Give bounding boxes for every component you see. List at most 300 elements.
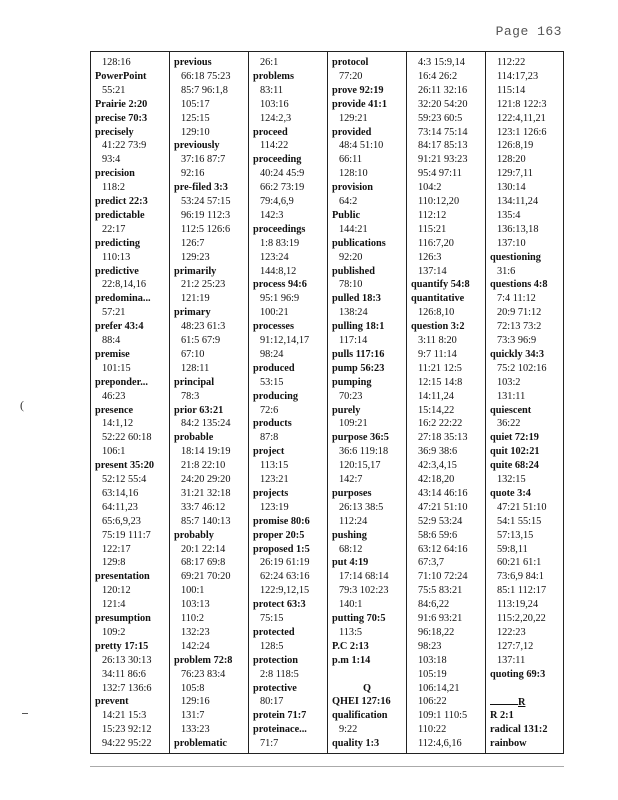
index-references: 63:12 64:16 (418, 543, 468, 555)
index-references: 26:11 32:16 (418, 84, 468, 96)
index-references: 9:22 (339, 724, 358, 736)
index-references: 85:1 112:17 (497, 585, 547, 597)
index-headword: quickly 34:3 (490, 348, 545, 360)
index-references: 109:21 (339, 418, 368, 430)
index-references: 53:24 57:15 (181, 196, 231, 207)
index-headword: qualification (332, 710, 388, 722)
index-headword: protected (253, 626, 295, 638)
index-references: 71:10 72:24 (418, 571, 468, 583)
index-references: 59:23 60:5 (418, 112, 463, 124)
index-headword: putting 70:5 (332, 613, 386, 624)
index-references: 122:4,11,21 (497, 112, 546, 124)
index-references: 122:23 (497, 626, 526, 638)
index-headword: proceed (253, 126, 288, 138)
index-references: 100:1 (181, 585, 205, 597)
index-headword: process 94:6 (253, 279, 307, 291)
index-references: 68:12 (339, 543, 363, 555)
index-headword: projects (253, 487, 289, 499)
index-references: 100:21 (260, 307, 289, 319)
index-references: 112:24 (339, 515, 368, 527)
index-headword: pre-filed 3:3 (174, 182, 228, 194)
index-references: 26:13 30:13 (102, 654, 152, 666)
index-references: 129:10 (181, 126, 210, 138)
index-references: 67:3,7 (418, 557, 445, 569)
index-references: 4:3 15:9,14 (418, 57, 465, 68)
index-column-6 (486, 52, 565, 753)
index-headword: protocol (332, 57, 369, 68)
index-references: 123:21 (260, 474, 289, 485)
index-references: 53:15 (260, 376, 284, 388)
index-headword: protect 63:3 (253, 599, 306, 611)
index-references: 115:2,20,22 (497, 613, 546, 624)
index-references: 91:6 93:21 (418, 613, 463, 624)
index-references: 121:8 122:3 (497, 98, 547, 110)
index-references: 80:17 (260, 696, 284, 708)
index-headword: primarily (174, 265, 217, 277)
index-references: 93:4 (102, 154, 121, 166)
index-headword: quantitative (411, 293, 465, 305)
index-column-1 (91, 52, 170, 753)
index-letter-r: R (518, 697, 526, 709)
index-references: 118:2 (102, 182, 126, 194)
index-references: 83:11 (260, 84, 284, 96)
index-references: 18:14 19:19 (181, 446, 231, 458)
index-references: 124:2,3 (260, 112, 292, 124)
index-references: 131:11 (497, 390, 526, 402)
index-references: 137:11 (497, 654, 526, 666)
index-references: 40:24 45:9 (260, 168, 305, 180)
index-references: 144:8,12 (260, 265, 297, 277)
index-references: 94:22 95:22 (102, 738, 152, 750)
index-headword: provided (332, 126, 372, 138)
index-references: 103:16 (260, 98, 289, 110)
index-headword: presentation (95, 571, 150, 583)
index-references: 42:3,4,15 (418, 460, 457, 472)
index-references: 123:24 (260, 251, 289, 263)
index-references: 106:14,21 (418, 682, 460, 694)
index-references: 110:12,20 (418, 196, 460, 207)
index-references: 47:21 51:10 (418, 501, 468, 513)
index-column-2 (170, 52, 249, 753)
index-references: 115:14 (497, 84, 526, 96)
index-headword: problem 72:8 (174, 654, 233, 666)
index-references: 105:19 (418, 668, 447, 680)
index-headword: presence (95, 404, 134, 416)
index-references: 73:6,9 84:1 (497, 571, 544, 583)
index-headword: protective (253, 682, 297, 694)
index-references: 98:24 (260, 348, 284, 360)
index-headword: pump 56:23 (332, 362, 385, 374)
index-headword: present 35:20 (95, 460, 155, 472)
index-references: 114:17,23 (497, 70, 539, 82)
index-references: 131:7 (181, 710, 205, 722)
index-references: 140:1 (339, 599, 363, 611)
index-references: 92:20 (339, 251, 363, 263)
index-references: 66:18 75:23 (181, 70, 231, 82)
index-references: 62:24 63:16 (260, 571, 310, 583)
index-references: 1:8 83:19 (260, 237, 300, 249)
index-references: 33:7 46:12 (181, 501, 226, 513)
index-references: 135:4 (497, 209, 521, 221)
index-headword: questions 4:8 (490, 279, 548, 291)
index-headword: provision (332, 182, 374, 194)
index-headword: precision (95, 168, 135, 180)
index-headword: purposes (332, 487, 372, 499)
index-headword: quiet 72:19 (490, 432, 539, 444)
index-references: 36:6 119:18 (339, 446, 389, 458)
index-references: 112:5 126:6 (181, 223, 231, 235)
index-references: 115:21 (418, 223, 447, 235)
index-references: 105:17 (181, 98, 210, 110)
index-references: 85:7 140:13 (181, 515, 231, 527)
index-references: 47:21 51:10 (497, 501, 547, 513)
index-references: 104:2 (418, 182, 442, 194)
index-headword: quoting 69:3 (490, 668, 546, 680)
index-headword: quote 3:4 (490, 487, 531, 499)
index-references: 129:8 (102, 557, 126, 569)
index-headword: predict 22:3 (95, 196, 148, 207)
index-references: 52:22 60:18 (102, 432, 152, 444)
letter-underline (490, 695, 518, 705)
index-references: 52:12 55:4 (102, 474, 147, 485)
index-letter-heading (486, 695, 565, 709)
index-references: 121:19 (181, 293, 210, 305)
index-references: 132:23 (181, 626, 210, 638)
index-references: 113:19,24 (497, 599, 539, 611)
index-references: 21:2 25:23 (181, 279, 226, 291)
index-headword: premise (95, 348, 130, 360)
index-references: 26:19 61:19 (260, 557, 310, 569)
index-headword: pulling 18:1 (332, 321, 385, 333)
index-references: 142:24 (181, 640, 210, 652)
index-headword: published (332, 265, 375, 277)
index-references: 132:7 136:6 (102, 682, 152, 694)
index-references: 110:2 (181, 613, 205, 624)
index-references: 116:7,20 (418, 237, 454, 249)
index-references: 54:1 55:15 (497, 515, 542, 527)
index-headword: pretty 17:15 (95, 640, 149, 652)
index-references: 27:18 35:13 (418, 432, 468, 444)
index-references: 98:23 (418, 640, 442, 652)
index-headword: R 2:1 (490, 710, 514, 722)
index-references: 137:14 (418, 265, 447, 277)
index-references: 36:22 (497, 418, 521, 430)
index-references: 26:13 38:5 (339, 501, 384, 513)
index-references: 57:21 (102, 307, 126, 319)
index-headword: prior 63:21 (174, 404, 224, 416)
index-references: 78:10 (339, 279, 363, 291)
index-headword: purely (332, 404, 361, 416)
index-references: 144:21 (339, 223, 368, 235)
index-references: 24:20 29:20 (181, 474, 231, 485)
index-letter-heading: Q (362, 682, 371, 694)
index-references: 17:14 68:14 (339, 571, 389, 583)
index-references: 95:1 96:9 (260, 293, 300, 305)
index-references: 52:9 53:24 (418, 515, 463, 527)
index-headword: predomina... (95, 293, 151, 305)
index-references: 21:8 22:10 (181, 460, 226, 472)
index-references: 126:8,10 (418, 307, 455, 319)
index-references: 92:16 (181, 168, 205, 180)
index-headword: quiescent (490, 404, 532, 416)
index-references: 15:14,22 (418, 404, 455, 416)
index-references: 78:3 (181, 390, 200, 402)
index-references: 66:2 73:19 (260, 182, 305, 194)
index-headword: probable (174, 432, 214, 444)
index-references: 14:21 15:3 (102, 710, 147, 722)
index-references: 75:15 (260, 613, 284, 624)
index-references: 72:13 73:2 (497, 321, 542, 333)
index-headword: purpose 36:5 (332, 432, 389, 444)
footer-rule (90, 766, 564, 767)
index-references: 112:12 (418, 209, 447, 221)
index-references: 128:10 (339, 168, 368, 180)
index-references: 32:20 54:20 (418, 98, 468, 110)
index-headword: predicting (95, 237, 141, 249)
index-references: 55:21 (102, 84, 126, 96)
index-headword: put 4:19 (332, 557, 369, 569)
index-references: 126:8,19 (497, 140, 534, 152)
index-references: 60:21 61:1 (497, 557, 542, 569)
index-references: 106:22 (418, 696, 447, 708)
index-references: 11:21 12:5 (418, 362, 462, 374)
index-references: 48:23 61:3 (181, 321, 226, 333)
index-references: 84:17 85:13 (418, 140, 468, 152)
margin-tick (22, 713, 28, 714)
index-references: 129:23 (181, 251, 210, 263)
index-references: 136:13,18 (497, 223, 539, 235)
index-references: 12:15 14:8 (418, 376, 463, 388)
index-headword: presumption (95, 613, 151, 624)
index-headword: predictive (95, 265, 139, 277)
index-references: 103:13 (181, 599, 210, 611)
index-headword: promise 80:6 (253, 515, 310, 527)
index-references: 87:8 (260, 432, 279, 444)
index-headword: p.m 1:14 (332, 654, 371, 666)
index-headword: protein 71:7 (253, 710, 307, 722)
index-references: 129:16 (181, 696, 210, 708)
index-headword: pulls 117:16 (332, 348, 385, 360)
index-references: 134:11,24 (497, 196, 539, 207)
index-headword: PowerPoint (95, 70, 147, 82)
index-headword: previously (174, 140, 220, 152)
index-column-5 (407, 52, 486, 753)
index-references: 138:24 (339, 307, 368, 319)
index-references: 15:23 92:12 (102, 724, 152, 736)
index-headword: provide 41:1 (332, 98, 388, 110)
index-headword: prove 92:19 (332, 84, 384, 96)
index-headword: pumping (332, 376, 372, 388)
index-references: 73:3 96:9 (497, 335, 537, 346)
index-references (328, 668, 406, 682)
index-references: 101:15 (102, 362, 131, 374)
index-references: 112:4,6,16 (418, 738, 462, 750)
index-references: 88:4 (102, 335, 121, 346)
index-references: 95:4 97:11 (418, 168, 462, 180)
index-references: 70:23 (339, 390, 363, 402)
index-headword: precisely (95, 126, 134, 138)
index-headword: publications (332, 237, 386, 249)
index-headword: probably (174, 529, 214, 541)
index-headword: Prairie 2:20 (95, 98, 148, 110)
index-headword: problematic (174, 738, 228, 750)
index-references: 68:17 69:8 (181, 557, 226, 569)
index-references: 61:5 67:9 (181, 335, 221, 346)
index-headword: precise 70:3 (95, 112, 148, 124)
index-references: 129:21 (339, 112, 368, 124)
index-references: 22:17 (102, 223, 126, 235)
index-references: 105:8 (181, 682, 205, 694)
index-references: 121:4 (102, 599, 126, 611)
index-headword: pushing (332, 529, 367, 541)
index-headword: products (253, 418, 292, 430)
index-references: 3:11 8:20 (418, 335, 457, 346)
index-headword: processes (253, 321, 294, 333)
index-references: 63:14,16 (102, 487, 139, 499)
index-references (486, 682, 565, 696)
index-references: 64:2 (339, 196, 358, 207)
page-number: Page 163 (495, 24, 562, 39)
index-references: 2:8 118:5 (260, 668, 299, 680)
index-headword: quality 1:3 (332, 738, 380, 750)
index-references: 72:6 (260, 404, 279, 416)
index-references: 129:7,11 (497, 168, 533, 180)
index-references: 79:4,6,9 (260, 196, 294, 207)
index-references: 71:7 (260, 738, 279, 750)
index-references: 14:1,12 (102, 418, 134, 430)
index-references: 73:14 75:14 (418, 126, 468, 138)
index-references: 126:3 (418, 251, 442, 263)
index-references: 91:12,14,17 (260, 335, 310, 346)
index-references: 20:9 71:12 (497, 307, 542, 319)
index-headword: principal (174, 376, 215, 388)
index-references: 75:2 102:16 (497, 362, 547, 374)
index-references: 125:15 (181, 112, 210, 124)
index-headword: proceedings (253, 223, 306, 235)
index-references: 20:1 22:14 (181, 543, 226, 555)
index-references: 112:22 (497, 57, 526, 68)
index-headword: predictable (95, 209, 145, 221)
index-references: 142:7 (339, 474, 363, 485)
index-headword: proper 20:5 (253, 529, 305, 541)
index-references: 103:2 (497, 376, 521, 388)
index-headword: pulled 18:3 (332, 293, 381, 305)
index-headword: question 3:2 (411, 321, 465, 333)
index-references: 34:11 86:6 (102, 668, 146, 680)
index-headword: QHEI 127:16 (332, 696, 391, 708)
index-headword: primary (174, 307, 211, 319)
index-references: 59:8,11 (497, 543, 528, 555)
index-references: 84:6,22 (418, 599, 450, 611)
index-references: 132:15 (497, 474, 526, 485)
index-references: 67:10 (181, 348, 205, 360)
index-headword: quite 68:24 (490, 460, 539, 472)
index-references: 110:13 (102, 251, 131, 263)
index-references: 128:20 (497, 154, 526, 166)
index-references: 123:19 (260, 501, 289, 513)
index-references: 76:23 83:4 (181, 668, 226, 680)
index-references: 14:11,24 (418, 390, 454, 402)
index-references: 113:15 (260, 460, 289, 472)
index-references: 96:19 112:3 (181, 209, 231, 221)
index-references: 120:12 (102, 585, 131, 597)
index-references: 43:14 46:16 (418, 487, 468, 499)
index-headword: questioning (490, 251, 541, 263)
index-headword: proposed 1:5 (253, 543, 310, 555)
index-references: 110:22 (418, 724, 447, 736)
index-references: 133:23 (181, 724, 210, 736)
index-references: 16:4 26:2 (418, 70, 458, 82)
index-headword: quit 102:21 (490, 446, 540, 458)
index-headword: previous (174, 57, 212, 68)
index-references: 91:21 93:23 (418, 154, 468, 166)
index-references: 66:11 (339, 154, 363, 166)
index-headword: producing (253, 390, 299, 402)
index-references: 85:7 96:1,8 (181, 84, 228, 96)
index-headword: project (253, 446, 285, 458)
index-references: 46:23 (102, 390, 126, 402)
index-references: 58:6 59:6 (418, 529, 458, 541)
index-headword: prefer 43:4 (95, 321, 144, 333)
index-references: 31:6 (497, 265, 516, 277)
index-references: 65:6,9,23 (102, 515, 141, 527)
index-references: 128:16 (102, 57, 131, 68)
index-references: 114:22 (260, 140, 289, 152)
index-references: 42:18,20 (418, 474, 455, 485)
index-references: 64:11,23 (102, 501, 138, 513)
margin-bracket-mark: ( (20, 398, 24, 412)
word-index-table (90, 51, 564, 754)
index-references: 79:3 102:23 (339, 585, 389, 597)
index-references: 122:9,12,15 (260, 585, 310, 597)
index-references: 75:5 83:21 (418, 585, 463, 597)
index-headword: preponder... (95, 376, 148, 388)
index-references: 57:13,15 (497, 529, 534, 541)
index-headword: protection (253, 654, 298, 666)
index-references: 69:21 70:20 (181, 571, 231, 583)
index-references: 84:2 135:24 (181, 418, 231, 430)
index-references: 77:20 (339, 70, 363, 82)
index-references: 142:3 (260, 209, 284, 221)
index-references: 137:10 (497, 237, 526, 249)
index-column-4 (328, 52, 407, 753)
index-references: 26:1 (260, 57, 279, 68)
index-references: 127:7,12 (497, 640, 534, 652)
index-references: 103:18 (418, 654, 447, 666)
index-headword: P.C 2:13 (332, 640, 369, 652)
index-headword: rainbow (490, 738, 527, 750)
index-references: 41:22 73:9 (102, 140, 147, 152)
index-references: 126:7 (181, 237, 205, 249)
index-headword: proceeding (253, 154, 302, 166)
index-headword: radical 131:2 (490, 724, 548, 736)
index-references: 7:4 11:12 (497, 293, 536, 305)
index-references: 109:2 (102, 626, 126, 638)
index-headword: produced (253, 362, 295, 374)
index-references: 75:19 111:7 (102, 529, 151, 541)
index-headword: proteinace... (253, 724, 307, 736)
index-headword: quantify 54:8 (411, 279, 470, 291)
index-references: 117:14 (339, 335, 368, 346)
index-column-3 (249, 52, 328, 753)
index-references: 96:18,22 (418, 626, 455, 638)
index-references: 109:1 110:5 (418, 710, 468, 722)
index-references: 120:15,17 (339, 460, 381, 472)
index-references: 122:17 (102, 543, 131, 555)
index-references: 128:11 (181, 362, 210, 374)
index-references: 22:8,14,16 (102, 279, 147, 291)
index-references: 113:5 (339, 626, 363, 638)
